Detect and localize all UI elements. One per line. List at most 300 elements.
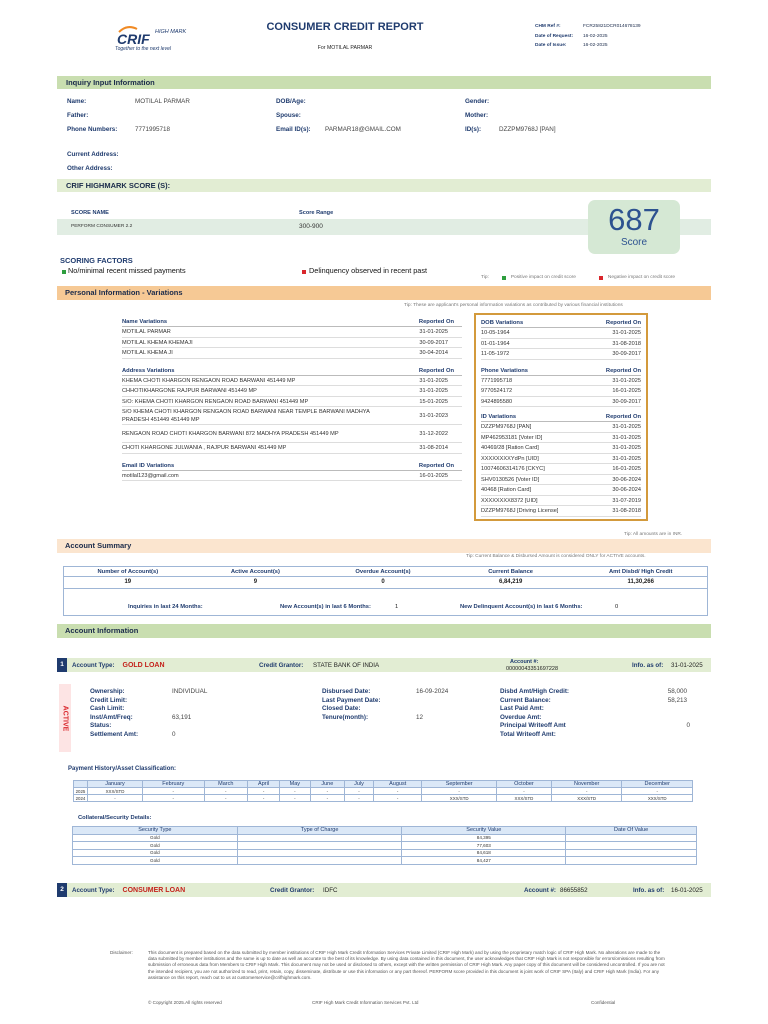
address-variation-row: [122, 386, 462, 397]
summary-cell: [319, 567, 447, 588]
phone-var-reported: Reported On: [605, 367, 641, 374]
phone-variation-row-date: 31-01-2025: [612, 377, 641, 384]
id-variation-row-date: 31-01-2025: [612, 445, 641, 451]
month-header: March: [204, 781, 248, 788]
svg-text:CRIF: CRIF: [117, 31, 150, 47]
collateral-cell: Gold: [73, 849, 238, 857]
dob-variation-row: [481, 349, 641, 360]
id-value: DZZPM9768J [PAN]: [499, 126, 556, 133]
phone-variation-row-date: 30-09-2017: [612, 398, 641, 405]
account-1-acct-value: 00000043351697228: [506, 666, 559, 672]
collateral-cell: [237, 857, 402, 865]
report-subtitle: For MOTILAL PARMAR: [317, 45, 373, 51]
email-value: PARMAR18@GMAIL.COM: [325, 126, 401, 133]
total-writeoff-label: Total Writeoff Amt:: [500, 730, 556, 738]
account-1-info-value: 31-01-2025: [671, 661, 703, 669]
dob-var-title: DOB Variations: [481, 320, 524, 326]
history-cell: XXX/STD: [551, 795, 621, 802]
history-year: 2024: [74, 795, 88, 802]
principal-value: 0: [686, 722, 690, 730]
score-name-value: PERFORM CONSUMER 2.2: [71, 224, 133, 229]
month-header: September: [422, 781, 497, 788]
summary-header: Overdue Account(s): [319, 567, 447, 577]
id-variation-row-value: SHV0130526 [Voter ID]: [481, 476, 540, 483]
id-variation-row-value: XXXXXXXX8372 [UID]: [481, 497, 538, 504]
phone-variation-row-date: 16-01-2025: [612, 388, 641, 394]
email-label: Email ID(s):: [276, 126, 311, 133]
collateral-row: [73, 834, 697, 842]
tip-negative: Negative impact on credit score: [607, 275, 676, 280]
id-label: ID(s):: [465, 126, 482, 133]
history-cell: -: [622, 788, 693, 795]
collateral-cell: Gold: [73, 842, 238, 850]
new-accounts-value: 1: [395, 604, 399, 610]
month-header: October: [496, 781, 551, 788]
tip-label: Tip:: [481, 275, 489, 280]
inq-label: Inquiries in last 24 Months:: [128, 604, 203, 610]
factor-negative: [302, 266, 427, 275]
month-header: January: [88, 781, 143, 788]
collateral-header: Type of Charge: [237, 827, 402, 835]
crif-logo: [115, 24, 200, 54]
phone-variation-row: [481, 376, 641, 387]
other-address-label: Other Address:: [67, 165, 113, 172]
gender-label: Gender:: [465, 98, 490, 105]
account-1-acct-label: Account #:: [510, 659, 539, 665]
phone-variation-row-value: 9770524172: [481, 388, 513, 394]
balance-label: Current Balance:: [500, 696, 551, 704]
score-box: [588, 200, 680, 254]
phone-variation-row-value: 7771995718: [481, 377, 513, 384]
account-2-acct-value: 86655852: [560, 886, 588, 894]
month-header: July: [345, 781, 374, 788]
dob-variation-row-value: 11-05-1972: [481, 351, 510, 357]
name-variations-header: [122, 317, 462, 327]
email-variation-row-date: 16-01-2025: [419, 472, 448, 479]
phone-variation-row: [481, 397, 641, 408]
history-cell: -: [310, 788, 345, 795]
address-variation-row-date: 31-08-2014: [419, 445, 448, 451]
month-header: May: [280, 781, 310, 788]
id-variation-row: [481, 422, 641, 433]
collateral-cell: [566, 849, 697, 857]
account-2-bar[interactable]: [57, 883, 711, 897]
collateral-title: Collateral/Security Details:: [78, 815, 152, 821]
account-1-grantor-value: STATE BANK OF INDIA: [313, 661, 380, 669]
name-variation-row-value: MOTILAL KHEMA KHEMAJI: [122, 339, 193, 346]
collateral-cell: 84,427: [402, 857, 566, 865]
score-name-header: SCORE NAME: [71, 210, 109, 216]
id-variation-row-value: 40469/28 [Ration Card]: [481, 445, 539, 451]
id-variation-row-date: 30-06-2024: [612, 487, 641, 493]
name-variation-row: [122, 338, 462, 349]
address-var-title: Address Variations: [122, 367, 175, 374]
inst-label: Inst/Amt/Freq:: [90, 713, 133, 721]
email-var-title: Email ID Variations: [122, 462, 175, 469]
history-cell: -: [248, 788, 280, 795]
id-variation-row-date: 31-01-2025: [612, 424, 641, 430]
issue-value: 16-02-2025: [583, 43, 608, 48]
collateral-row: [73, 857, 697, 865]
collateral-header: Security Value: [402, 827, 566, 835]
month-header: April: [248, 781, 280, 788]
dob-variation-row-date: 30-09-2017: [612, 351, 641, 357]
month-header: February: [143, 781, 205, 788]
id-variation-row: [481, 475, 641, 486]
id-variation-row: [481, 443, 641, 454]
name-variation-row-value: MOTILAL PARMAR: [122, 329, 171, 335]
factor-1-text: No/minimal recent missed payments: [68, 266, 186, 275]
settlement-value: 0: [172, 730, 176, 738]
credit-limit-label: Credit Limit:: [90, 696, 128, 704]
address-variation-row: [122, 425, 462, 443]
address-variation-row-date: 31-01-2025: [419, 388, 448, 394]
id-variation-row-value: XXXXXXXXYdPn [UID]: [481, 455, 539, 462]
personal-tip: Tip: These are applicant's personal information variations as contributed by various financial institutions: [404, 303, 623, 308]
collateral-cell: [566, 857, 697, 865]
collateral-table: [72, 826, 697, 865]
name-value: MOTILAL PARMAR: [135, 98, 190, 105]
phone-variation-row: [481, 386, 641, 397]
name-variation-row: [122, 327, 462, 338]
collateral-cell: 84,618: [402, 849, 566, 857]
phone-value: 7771995718: [135, 126, 171, 133]
account-1-col1: [90, 688, 207, 740]
spouse-label: Spouse:: [276, 112, 301, 119]
footer-confidential: Confidential: [591, 1000, 616, 1005]
summary-cell: [64, 567, 192, 588]
collateral-row: [73, 849, 697, 857]
copyright: © Copyright 2025.All rights reserved: [148, 1000, 222, 1005]
history-cell: -: [373, 795, 421, 802]
settlement-label: Settlement Amt:: [90, 730, 139, 738]
payment-history-title: Payment History/Asset Classification:: [68, 766, 177, 772]
name-var-reported: Reported On: [418, 319, 454, 325]
overdue-label: Overdue Amt:: [500, 713, 542, 721]
tenure-label: Tenure(month):: [322, 713, 369, 721]
dob-variations-list: [481, 328, 641, 360]
summary-table: [63, 566, 708, 616]
history-cell: -: [345, 788, 374, 795]
month-header: June: [310, 781, 345, 788]
history-cell: -: [88, 795, 143, 802]
principal-label: Principal Writeoff Amt: [500, 722, 566, 730]
name-variation-row-date: 30-09-2017: [419, 339, 448, 346]
id-variation-row-value: 10074606314176 [CKYC]: [481, 466, 545, 472]
id-variation-row-value: 40468 [Ration Card]: [481, 487, 532, 493]
collateral-cell: [237, 842, 402, 850]
tip-negative-icon: [599, 276, 603, 280]
mother-label: Mother:: [465, 112, 489, 119]
payment-history-table: [73, 780, 693, 802]
address-variation-row-value: RENGAON ROAD CHOTI KHARGON BARWANI 872 MADHYA PRADESH 451449 MP: [122, 430, 339, 437]
name-variation-row: [122, 348, 462, 359]
header-meta: [535, 22, 641, 51]
summary-value: 0: [381, 579, 385, 585]
score-tip: [481, 275, 675, 280]
disbursed-value: 16-09-2024: [416, 688, 449, 695]
history-cell: -: [310, 795, 345, 802]
active-badge: [59, 684, 71, 752]
personal-left-col: [122, 317, 462, 481]
positive-marker-icon: [62, 270, 66, 274]
id-variation-row: [481, 464, 641, 475]
collateral-header: Date Of Value: [566, 827, 697, 835]
score-range-value: 300-900: [299, 223, 323, 230]
closed-label: Closed Date:: [322, 705, 361, 713]
ref-value: FCR25821DCR014678139: [583, 24, 641, 29]
history-cell: -: [204, 795, 248, 802]
summary-header: Active Account(s): [192, 567, 320, 577]
score-label: Score: [620, 237, 648, 248]
delinq-value: 0: [615, 604, 619, 610]
id-variation-row-date: 31-07-2019: [612, 497, 641, 504]
account-2-acct-label: Account #:: [524, 886, 556, 894]
summary-header: Current Balance: [447, 567, 575, 577]
email-variation-row-value: motilal123@gmail.com: [122, 472, 179, 479]
logo-tagline: Together to the next level: [115, 46, 171, 52]
collateral-header-row: [73, 827, 697, 835]
issue-label: Date of Issue:: [535, 43, 567, 48]
report-title: CONSUMER CREDIT REPORT: [266, 21, 424, 33]
address-variation-row-value: S/O KHEMA CHOTI KHARGON RENGAON ROAD BARWANI NEAR TEMPLE BARWANI MADHYA PRADESH 451449 451449 MP: [122, 408, 370, 423]
request-label: Date of Request:: [535, 33, 574, 39]
id-var-title: ID Variations: [481, 414, 517, 420]
history-year: 2025: [74, 788, 88, 795]
inst-value: 63,191: [172, 713, 192, 721]
account-2-grantor-label: Credit Grantor:: [270, 886, 315, 894]
phone-var-title: Phone Variations: [481, 367, 529, 374]
id-variation-row: [481, 433, 641, 444]
last-paid-label: Last Paid Amt:: [500, 705, 544, 713]
history-cell: -: [422, 788, 497, 795]
payment-history-row: [74, 788, 693, 795]
factor-positive: [62, 266, 186, 275]
personal-right-box: [474, 313, 648, 521]
payment-history-header-row: [74, 781, 693, 788]
dob-variation-row-value: 10-05-1964: [481, 330, 510, 336]
summary-value: 9: [253, 579, 258, 585]
father-label: Father:: [67, 112, 89, 119]
account-1-index: 1: [57, 658, 67, 672]
address-variations-list: [122, 376, 462, 454]
email-variations-list: [122, 471, 462, 482]
phone-variations-list: [481, 376, 641, 408]
name-variation-row-date: 30-04-2014: [419, 350, 448, 356]
last-payment-label: Last Payment Date:: [322, 696, 381, 704]
summary-tip: Tip: Current Balance & Disbursed Amount is considered ONLY for ACTIVE accounts.: [466, 554, 646, 559]
ownership-value: INDIVIDUAL: [172, 688, 208, 695]
dob-variation-row: [481, 339, 641, 350]
collateral-row: [73, 842, 697, 850]
disbd-value: 58,000: [667, 688, 687, 695]
address-var-reported: Reported On: [418, 367, 454, 374]
account-1-col3: [500, 688, 690, 740]
name-variations-list: [122, 327, 462, 359]
history-cell: -: [143, 795, 205, 802]
dob-variation-row: [481, 328, 641, 339]
account-2-info-label: Info. as of:: [633, 886, 665, 894]
address-variation-row-date: 31-01-2023: [419, 412, 448, 419]
id-variations-list: [481, 422, 641, 517]
footer-company: CRIF High Mark Credit Information Services Pvt. Ltd: [312, 1000, 419, 1005]
collateral-cell: [237, 849, 402, 857]
ref-label: CHM Ref #:: [535, 24, 561, 29]
email-var-reported: Reported On: [418, 462, 454, 469]
cash-limit-label: Cash Limit:: [90, 705, 125, 713]
score-range-header: Score Range: [299, 210, 334, 216]
history-cell: -: [373, 788, 421, 795]
history-cell: XXX/STD: [422, 795, 497, 802]
address-variation-row: [122, 443, 462, 454]
name-variation-row-date: 31-01-2025: [419, 329, 448, 335]
logo-sub: HIGH MARK: [155, 29, 187, 35]
history-cell: -: [345, 795, 374, 802]
account-2-grantor-value: IDFC: [323, 886, 338, 894]
id-variation-row: [481, 496, 641, 507]
summary-value: 11,30,266: [627, 579, 654, 585]
tenure-value: 12: [416, 713, 424, 721]
email-variation-row: [122, 471, 462, 482]
collateral-header: Security Type: [73, 827, 238, 835]
account-1-grantor-label: Credit Grantor:: [259, 661, 304, 669]
history-cell: XXX/STD: [496, 795, 551, 802]
history-cell: -: [143, 788, 205, 795]
dob-variation-row-date: 31-01-2025: [612, 330, 641, 336]
address-variations-header: [122, 366, 462, 376]
account-1-col2: [322, 688, 448, 722]
account-2-index: 2: [57, 883, 67, 897]
address-variation-row-value: CHOTI KHARGONE JULWANIA , RAJPUR BARWANI 451449 MP: [122, 445, 287, 451]
delinq-label: New Delinquent Account(s) in last 6 Months:: [460, 604, 583, 610]
collateral-cell: [566, 842, 697, 850]
account-1-info-label: Info. as of:: [632, 661, 664, 669]
history-cell: -: [551, 788, 621, 795]
address-variation-row: [122, 397, 462, 408]
year-header-cell: [74, 781, 88, 788]
current-address-label: Current Address:: [67, 151, 119, 158]
balance-value: 58,213: [667, 696, 687, 704]
account-2-type-value: CONSUMER LOAN: [122, 886, 186, 894]
id-variation-row-value: MP462953181 [Voter ID]: [481, 434, 543, 441]
address-variation-row-date: 31-12-2022: [419, 430, 448, 437]
account-2-info-value: 16-01-2025: [671, 886, 703, 894]
history-cell: -: [280, 795, 310, 802]
summary-cell: [192, 567, 320, 588]
factor-2-text: Delinquency observed in recent past: [309, 266, 428, 275]
history-cell: XXX/STD: [622, 795, 693, 802]
status-label: Status:: [90, 722, 112, 730]
name-var-title: Name Variations: [122, 319, 168, 325]
summary-value: 6,84,219: [498, 579, 523, 585]
collateral-cell: Gold: [73, 857, 238, 865]
month-header: August: [373, 781, 421, 788]
disbd-label: Disbd Amt/High Credit:: [500, 688, 570, 695]
phone-variation-row-value: 9424895580: [481, 398, 513, 405]
disbursed-label: Disbursed Date:: [322, 688, 371, 695]
collateral-cell: [237, 834, 402, 842]
address-variation-row-date: 15-01-2025: [419, 398, 448, 405]
disclaimer-text: This document is prepared based on the data submitted by member institutions of CRIF High Mark Credit Information Services Private Limited (CRIF High Mark) and by using the proprietary match logic of CRIF High Mark. No alterations are made to the data submitted by member institutions and the same is up to date as well as accurate to the best of its knowledge. By using data contained in this document, the user acknowledges that CRIF High Mark is not responsible for errors/omissions resulting from submission of erroneous data from Members to CRIF High Mark. This document may not be used or disclosed to others, except with the written permission of CRIF High Mark. Any paper copy of this document will be considered uncontrolled. If you are not the intended recipient, you are not authorized to read, print, retain, copy, disseminate, distribute or use this information or any part thereof. PERFORM score provided in this document is joint work of CRIF SPA (Italy) and CRIF High Mark (India). For any assistance on this report, reach out to us at customerservice@crifhighmark.com.: [148, 950, 665, 980]
summary-header: Amt Disbd/ High Credit: [574, 567, 707, 577]
id-variation-row: [481, 506, 641, 517]
account-1-type-label: Account Type:: [72, 661, 115, 669]
address-variation-row-value: KHEMA CHOTI KHARGON RENGAON ROAD BARWANI 451449 MP: [122, 377, 296, 384]
address-variation-row-date: 31-01-2025: [419, 377, 448, 384]
summary-header: Number of Account(s): [64, 567, 192, 577]
email-variations-header: [122, 461, 462, 471]
month-header: December: [622, 781, 693, 788]
summary-section-header: Account Summary: [57, 539, 711, 553]
id-variation-row: [481, 485, 641, 496]
id-variation-row-value: DZZPM9768J [Driving License]: [481, 508, 559, 514]
scoring-factors-title: SCORING FACTORS: [60, 256, 133, 265]
collateral-cell: Gold: [73, 834, 238, 842]
dob-variation-row-value: 01-01-1964: [481, 340, 510, 347]
account-2-type-label: Account Type:: [72, 886, 115, 894]
inquiry-section-header: Inquiry Input Information: [57, 76, 711, 89]
dob-label: DOB/Age:: [276, 98, 306, 105]
name-variation-row-value: MOTILAL KHEMA JI: [122, 350, 173, 356]
summary-cell: [447, 567, 575, 588]
dob-var-reported: Reported On: [605, 320, 641, 326]
address-variation-row-value: S/O: KHEMA CHOTI KHARGON RENGAON ROAD BARWANI 451449 MP: [122, 398, 309, 405]
address-variation-row-value: CHHOTIKHARGONE RAJPUR BARWANI 451449 MP: [122, 388, 257, 394]
new-accounts-label: New Account(s) in last 6 Months:: [280, 604, 371, 610]
disclaimer-label: Disclaimer:: [110, 950, 133, 955]
collateral-cell: 77,603: [402, 842, 566, 850]
dob-variations-header: [481, 318, 641, 328]
summary-cell: [574, 567, 707, 588]
inr-tip: Tip: All amounts are in INR.: [624, 532, 683, 537]
collateral-cell: 84,395: [402, 834, 566, 842]
personal-section-header: Personal Information - Variations: [57, 286, 711, 300]
id-variation-row-value: DZZPM9768J [PAN]: [481, 424, 532, 430]
history-cell: -: [496, 788, 551, 795]
account-1-bar[interactable]: [57, 658, 711, 672]
negative-marker-icon: [302, 270, 306, 274]
history-cell: -: [280, 788, 310, 795]
summary-value: 19: [124, 579, 132, 585]
address-variation-row: [122, 407, 462, 425]
name-label: Name:: [67, 98, 87, 105]
id-variation-row-date: 31-01-2025: [612, 434, 641, 441]
address-variation-row: [122, 376, 462, 387]
id-variation-row-date: 16-01-2025: [612, 466, 641, 472]
dob-variation-row-date: 31-08-2018: [612, 340, 641, 347]
score-value: 687: [608, 202, 660, 237]
account-info-header: Account Information: [57, 624, 711, 638]
active-badge-text: ACTIVE: [61, 705, 69, 731]
history-cell: -: [248, 795, 280, 802]
history-cell: -: [204, 788, 248, 795]
tip-positive-icon: [502, 276, 506, 280]
account-1-type-value: GOLD LOAN: [122, 661, 165, 669]
phone-variations-header: [481, 366, 641, 376]
id-variation-row-date: 30-06-2024: [612, 476, 641, 483]
id-variation-row: [481, 454, 641, 465]
id-variations-header: [481, 412, 641, 422]
request-value: 16-02-2025: [583, 33, 608, 39]
tip-positive: Positive impact on credit score: [510, 275, 576, 280]
ownership-label: Ownership:: [90, 688, 125, 695]
id-variation-row-date: 31-01-2025: [612, 455, 641, 462]
month-header: November: [551, 781, 621, 788]
phone-label: Phone Numbers:: [67, 126, 118, 133]
history-cell: XXX/STD: [88, 788, 143, 795]
payment-history-row: [74, 795, 693, 802]
collateral-cell: [566, 834, 697, 842]
